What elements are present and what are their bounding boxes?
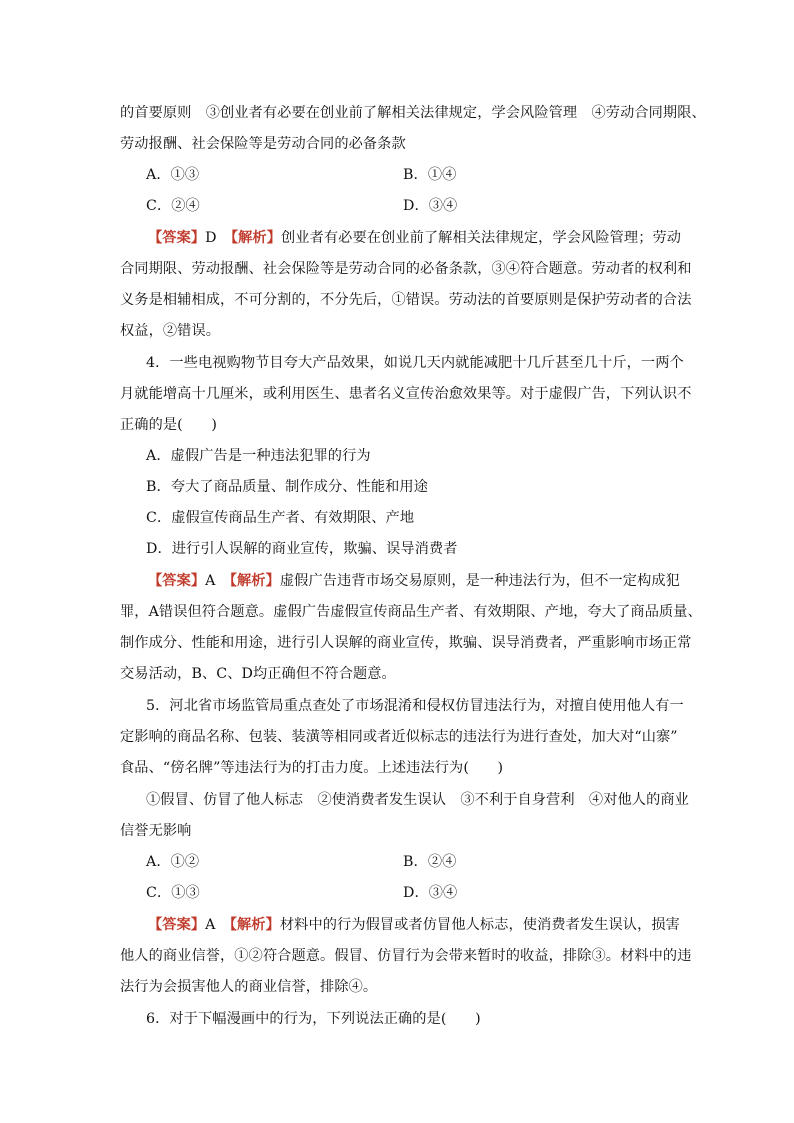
q4-analysis-line: 制作成分、性能和用途，进行引人误解的商业宣传，欺骗、误导消费者，严重影响市场正常 [120,635,692,651]
q5-stem-line: 定影响的商品名称、包装、装潢等相同或者近似标志的违法行为进行查处，加大对“山寨” [120,729,678,745]
q5-statements-line: ①假冒、仿冒了他人标志 ②使消费者发生误认 ③不利于自身营利 ④对他人的商业 [146,792,689,808]
q3-option-c: C．②④ [146,198,200,214]
q6-stem-line: 6．对于下幅漫画中的行为，下列说法正确的是( ) [146,1011,481,1027]
q5-option-d: D．③④ [403,885,458,901]
q3-stem-line: 的首要原则 ③创业者有必要在创业前了解相关法律规定，学会风险管理 ④劳动合同期限、 [120,105,706,121]
q4-option-a: A．虚假广告是一种违法犯罪的行为 [146,448,371,464]
q3-option-d: D．③④ [403,198,458,214]
analysis-label: 【解析】 [230,230,281,246]
q4-answer-line [148,571,680,591]
answer-value: A [205,917,216,933]
q4-stem-line: 月就能增高十几厘米，或利用医生、患者名义宣传治愈效果等。对于虚假广告，下列认识不 [120,386,692,402]
q5-option-c: C．①③ [146,885,200,901]
answer-value: A [205,573,216,589]
q3-analysis-line: 合同期限、劳动报酬、社会保险等是劳动合同的必备条款，③④符合题意。劳动者的权利和 [120,261,692,277]
q5-statements-line: 信誉无影响 [120,823,192,839]
q3-option-b: B．①④ [403,167,457,183]
q4-analysis-line: 罪，A错误但符合题意。虚假广告虚假宣传商品生产者、有效期限、产地，夸大了商品质量、 [120,604,702,620]
q5-answer-line [148,915,680,935]
analysis-text: 创业者有必要在创业前了解相关法律规定，学会风险管理；劳动 [281,230,682,246]
q5-option-a: A．①② [146,854,200,870]
q4-option-b: B．夸大了商品质量、制作成分、性能和用途 [146,479,428,495]
q4-stem-line: 4．一些电视购物节目夸大产品效果，如说几天内就能减肥十几斤甚至几十斤，一两个 [146,355,684,371]
q3-analysis-line: 权益，②错误。 [120,323,221,339]
q4-analysis-line: 交易活动，B、C、D均正确但不符合题意。 [120,666,396,682]
answer-label: 【答案】 [148,917,206,933]
q3-answer-line [148,228,681,248]
q4-stem-line: 正确的是( ) [120,417,217,433]
q4-option-c: C．虚假宣传商品生产者、有效期限、产地 [146,510,415,526]
answer-label: 【答案】 [148,230,206,246]
q4-option-d: D．进行引人误解的商业宣传，欺骗、误导消费者 [146,541,458,557]
q3-stem-line: 劳动报酬、社会保险等是劳动合同的必备条款 [120,136,406,152]
q5-analysis-line: 他人的商业信誉，①②符合题意。假冒、仿冒行为会带来暂时的收益，排除③。材料中的违 [120,948,692,964]
q3-analysis-line: 义务是相辅相成，不可分割的，不分先后，①错误。劳动法的首要原则是保护劳动者的合法 [120,292,692,308]
answer-value: D [205,230,217,246]
answer-label: 【答案】 [148,573,206,589]
q3-option-a: A．①③ [146,167,200,183]
q5-option-b: B．②④ [403,854,457,870]
q5-stem-line: 5．河北省市场监管局重点查处了市场混淆和侵权仿冒违法行为，对擅自使用他人有一 [146,698,684,714]
analysis-label: 【解析】 [229,573,280,589]
analysis-label: 【解析】 [229,917,280,933]
analysis-text: 虚假广告违背市场交易原则，是一种违法行为，但不一定构成犯 [279,573,680,589]
q5-analysis-line: 法行为会损害他人的商业信誉，排除④。 [120,979,378,995]
q5-stem-line: 食品、“傍名牌”等违法行为的打击力度。上述违法行为( ) [120,760,504,776]
analysis-text: 材料中的行为假冒或者仿冒他人标志，使消费者发生误认，损害 [279,917,680,933]
